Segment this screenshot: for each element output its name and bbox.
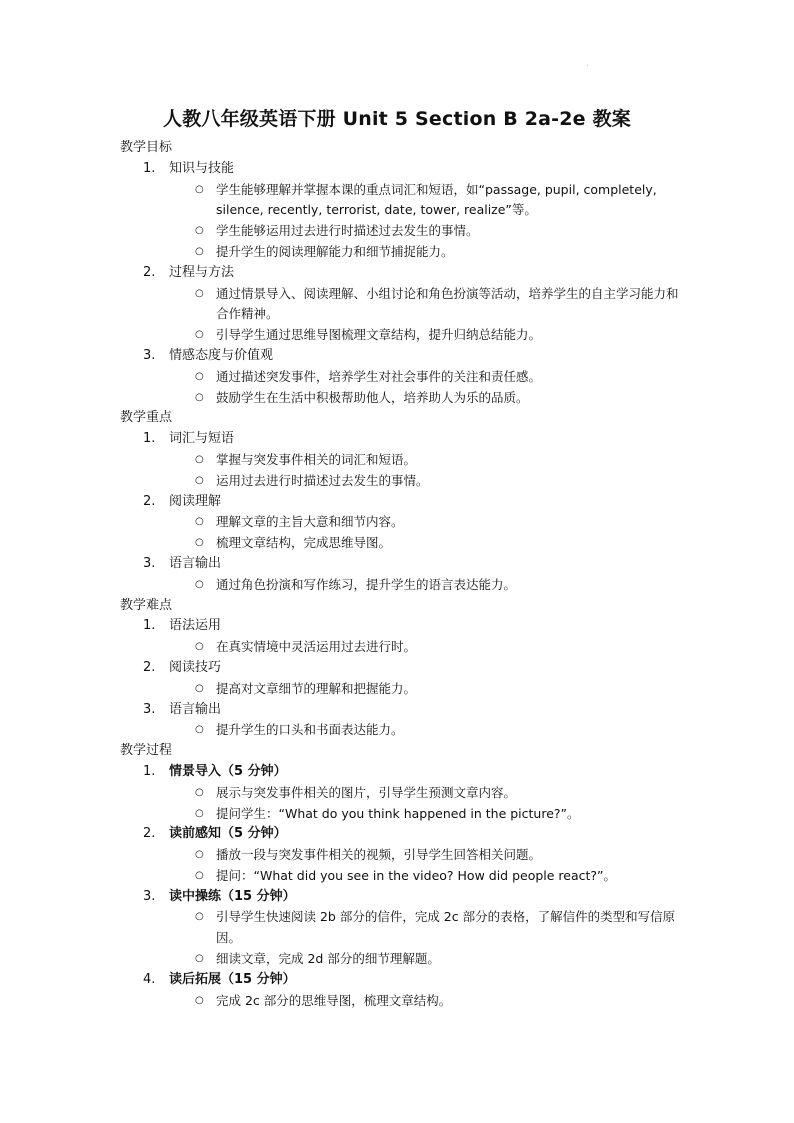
bullet-item xyxy=(120,679,690,700)
numbered-item xyxy=(120,346,690,367)
item-label: 读中操练（15 分钟） xyxy=(169,888,296,904)
numbered-item xyxy=(120,263,690,284)
item-label: 阅读理解 xyxy=(169,493,222,509)
bullet-text: 鼓励学生在生活中积极帮助他人，培养助人为乐的品质。 xyxy=(216,389,529,405)
section-heading: 教学难点 xyxy=(120,597,173,613)
bullet-item xyxy=(120,866,690,887)
bullet-text: 引导学生通过思维导图梳理文章结构，提升归纳总结能力。 xyxy=(216,327,542,343)
numbered-item xyxy=(120,970,690,991)
bullet-text: 引导学生快速阅读 2b 部分的信件，完成 2c 部分的表格，了解信件的类型和写信原因。 xyxy=(216,909,676,946)
item-label: 语言输出 xyxy=(169,555,222,571)
item-number: 3. xyxy=(143,701,156,717)
bullet-text: 提高对文章细节的理解和把握能力。 xyxy=(216,680,417,696)
item-label: 过程与方法 xyxy=(169,264,235,280)
numbered-item xyxy=(120,824,690,845)
numbered-item xyxy=(120,700,690,721)
bullet-circle-icon: ○ xyxy=(195,994,204,1006)
bullet-text: 通过角色扮演和写作练习，提升学生的语言表达能力。 xyxy=(216,576,517,592)
item-label: 阅读技巧 xyxy=(169,659,222,675)
item-number: 3. xyxy=(143,555,156,571)
numbered-item xyxy=(120,554,690,575)
bullet-item xyxy=(120,575,690,596)
bullet-circle-icon: ○ xyxy=(195,370,204,382)
item-number: 2. xyxy=(143,264,156,280)
numbered-item xyxy=(120,887,690,908)
bullet-circle-icon: ○ xyxy=(195,537,204,549)
bullet-item xyxy=(120,991,690,1012)
bullet-text: 展示与突发事件相关的图片，引导学生预测文章内容。 xyxy=(216,784,517,800)
bullet-item xyxy=(120,637,690,658)
bullet-circle-icon: ○ xyxy=(195,641,204,653)
item-number: 3. xyxy=(143,347,156,363)
bullet-text: 提问：“What did you see in the video? How did people react?”。 xyxy=(216,867,617,883)
bullet-item xyxy=(120,845,690,866)
bullet-text: 运用过去进行时描述过去发生的事情。 xyxy=(216,472,429,488)
bullet-circle-icon: ○ xyxy=(195,682,204,694)
bullet-circle-icon: ○ xyxy=(195,225,204,237)
item-label: 知识与技能 xyxy=(169,160,235,176)
item-label: 读前感知（5 分钟） xyxy=(169,826,287,842)
bullet-text: 学生能够理解并掌握本课的重点词汇和短语，如“passage, pupil, completely, silence, recently, terrorist, date, tower, realize”等。 xyxy=(216,181,657,218)
item-label: 语言输出 xyxy=(169,701,222,717)
bullet-item xyxy=(120,367,690,388)
bullet-text: 梳理文章结构，完成思维导图。 xyxy=(216,535,392,551)
bullet-circle-icon: ○ xyxy=(195,578,204,590)
item-number: 1. xyxy=(143,763,156,779)
item-number: 3. xyxy=(143,888,156,904)
item-number: 2. xyxy=(143,493,156,509)
bullet-circle-icon: ○ xyxy=(195,287,204,299)
bullet-circle-icon: ○ xyxy=(195,453,204,465)
numbered-item xyxy=(120,429,690,450)
bullet-text: 细读文章，完成 2d 部分的细节理解题。 xyxy=(216,951,440,967)
bullet-circle-icon: ○ xyxy=(195,724,204,736)
bullet-text: 学生能够运用过去进行时描述过去发生的事情。 xyxy=(216,223,479,239)
bullet-item xyxy=(120,325,690,346)
item-number: 1. xyxy=(143,431,156,447)
bullet-item xyxy=(120,720,690,741)
document-body xyxy=(120,138,690,1011)
bullet-text: 通过情景导入、阅读理解、小组讨论和角色扮演等活动，培养学生的自主学习能力和合作精神。 xyxy=(216,285,679,322)
numbered-item xyxy=(120,159,690,180)
bullet-circle-icon: ○ xyxy=(195,474,204,486)
bullet-text: 提升学生的口头和书面表达能力。 xyxy=(216,722,404,738)
item-number: 1. xyxy=(143,160,156,176)
item-label: 情景导入（5 分钟） xyxy=(169,763,287,779)
bullet-text: 提升学生的阅读理解能力和细节捕捉能力。 xyxy=(216,243,454,259)
item-number: 2. xyxy=(143,826,156,842)
bullet-circle-icon: ○ xyxy=(195,183,204,195)
bullet-text: 提问学生：“What do you think happened in the picture?”。 xyxy=(216,805,580,821)
numbered-item xyxy=(120,762,690,783)
document-title: 人教八年级英语下册 Unit 5 Section B 2a-2e 教案 xyxy=(163,108,631,130)
section-heading: 教学目标 xyxy=(120,140,173,155)
numbered-item xyxy=(120,492,690,513)
bullet-text: 理解文章的主旨大意和细节内容。 xyxy=(216,514,404,530)
bullet-circle-icon: ○ xyxy=(195,869,204,881)
bullet-text: 完成 2c 部分的思维导图，梳理文章结构。 xyxy=(216,992,452,1008)
bullet-item xyxy=(120,949,690,970)
bullet-item xyxy=(120,907,690,949)
item-number: 1. xyxy=(143,618,156,634)
bullet-item xyxy=(120,242,690,263)
item-label: 语法运用 xyxy=(169,618,222,634)
bullet-circle-icon: ○ xyxy=(195,391,204,403)
bullet-circle-icon: ○ xyxy=(195,849,204,861)
bullet-circle-icon: ○ xyxy=(195,786,204,798)
bullet-item xyxy=(120,533,690,554)
bullet-text: 在真实情境中灵活运用过去进行时。 xyxy=(216,639,417,655)
bullet-item xyxy=(120,804,690,825)
bullet-circle-icon: ○ xyxy=(195,329,204,341)
section-heading: 教学过程 xyxy=(120,743,173,759)
bullet-text: 播放一段与突发事件相关的视频，引导学生回答相关问题。 xyxy=(216,847,542,863)
bullet-item xyxy=(120,388,690,409)
section-heading: 教学重点 xyxy=(120,410,173,426)
numbered-item xyxy=(120,616,690,637)
item-label: 读后拓展（15 分钟） xyxy=(169,971,296,987)
top-mark: ' xyxy=(587,64,589,71)
item-number: 4. xyxy=(143,971,156,987)
bullet-item xyxy=(120,783,690,804)
bullet-circle-icon: ○ xyxy=(195,807,204,819)
item-number: 2. xyxy=(143,659,156,675)
bullet-circle-icon: ○ xyxy=(195,911,204,923)
bullet-item xyxy=(120,450,690,471)
item-label: 词汇与短语 xyxy=(169,431,235,447)
bullet-item xyxy=(120,512,690,533)
numbered-item xyxy=(120,658,690,679)
bullet-item xyxy=(120,471,690,492)
bullet-circle-icon: ○ xyxy=(195,953,204,965)
bullet-text: 掌握与突发事件相关的词汇和短语。 xyxy=(216,451,417,467)
bullet-circle-icon: ○ xyxy=(195,516,204,528)
bullet-item xyxy=(120,221,690,242)
item-label: 情感态度与价值观 xyxy=(169,347,274,363)
bullet-text: 通过描述突发事件，培养学生对社会事件的关注和责任感。 xyxy=(216,368,542,384)
bullet-item xyxy=(120,284,690,326)
bullet-circle-icon: ○ xyxy=(195,245,204,257)
bullet-item xyxy=(120,180,690,222)
